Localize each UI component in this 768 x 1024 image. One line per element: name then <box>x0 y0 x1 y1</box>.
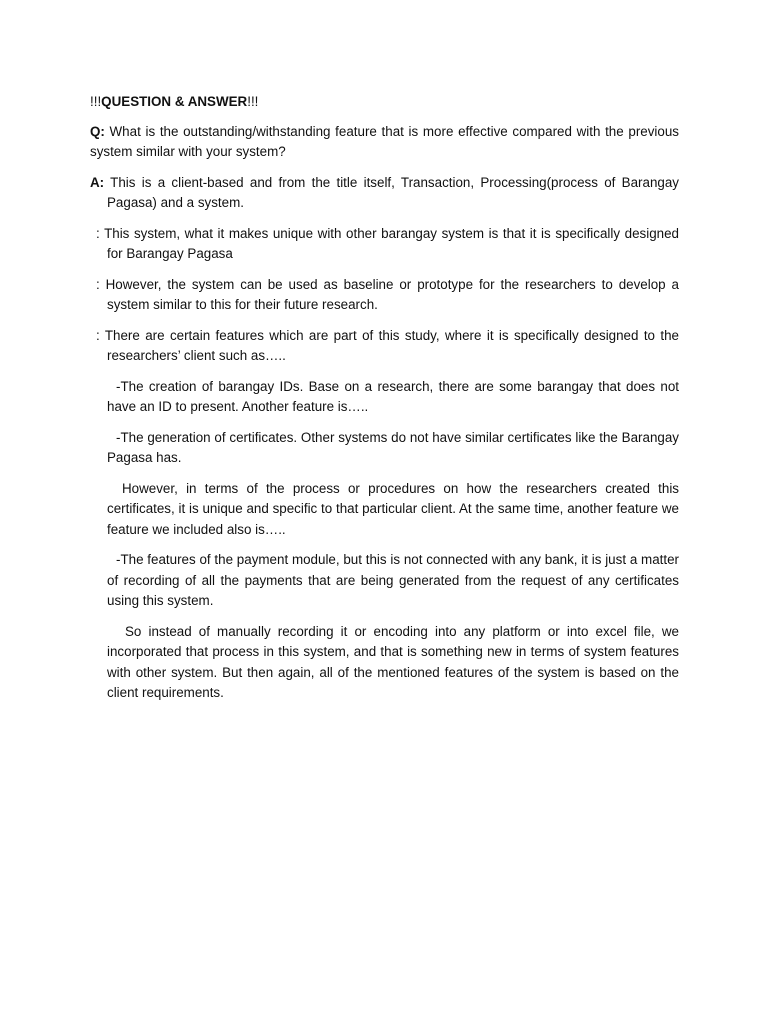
title-suffix: !!! <box>247 94 259 109</box>
answer-point-2: : However, the system can be used as baseline or prototype for the researchers to develop a system similar to this for their future research. <box>96 276 679 312</box>
answer-text: This is a client-based and from the title itself, Transaction, Processing(process of Barangay Pagasa) and a system. <box>104 174 679 210</box>
answer-point-1: : This system, what it makes unique with other barangay system is that it is specifically designed for Barangay Pagasa <box>96 225 679 261</box>
answer-label: A: <box>90 174 105 190</box>
feature-certificates-paragraph: -The generation of certificates. Other systems do not have similar certificates like the Barangay Pagasa has. <box>107 429 679 465</box>
feature-payment-paragraph: -The features of the payment module, but this is not connected with any bank, it is just a matter of recording of all the payments that are being generated from the request of any certificates using this system. <box>107 552 679 608</box>
question-label: Q: <box>90 123 105 139</box>
conclusion-paragraph: So instead of manually recording it or encoding into any platform or into excel file, we incorporated that process in this system, and that is something new in terms of system features with other system. But then again, all of the mentioned features of the system is based on the client requirements. <box>107 623 679 700</box>
answer-paragraph <box>90 173 679 214</box>
document-body <box>90 92 679 714</box>
process-paragraph: However, in terms of the process or procedures on how the researchers created this certificates, it is unique and specific to that particular client. At the same time, another feature we feature we included also is….. <box>107 480 679 537</box>
answer-point-3: : There are certain features which are part of this study, where it is specifically designed to the researchers’ client such as….. <box>96 327 679 363</box>
question-text: What is the outstanding/withstanding feature that is more effective compared with the previous system similar with your system? <box>90 123 679 159</box>
title-bold: QUESTION & ANSWER <box>101 94 248 109</box>
feature-ids-paragraph: -The creation of barangay IDs. Base on a research, there are some barangay that does not have an ID to present. Another feature is….. <box>107 378 679 414</box>
title-prefix: !!! <box>90 94 102 109</box>
document-title <box>90 92 679 113</box>
question-paragraph <box>90 122 679 163</box>
